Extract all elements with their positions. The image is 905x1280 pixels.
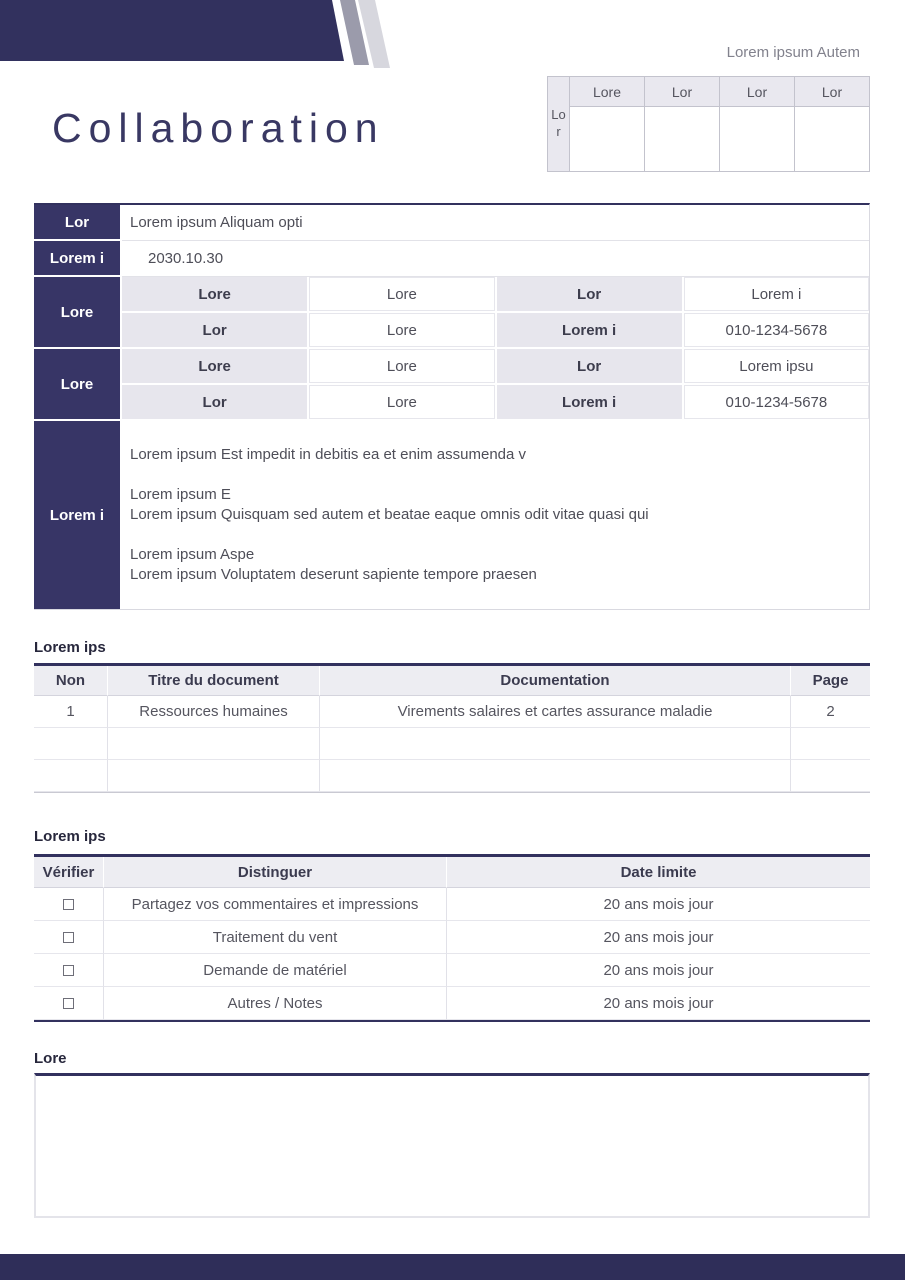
info-group-2 — [34, 349, 869, 421]
doc-row3-page[interactable] — [791, 760, 870, 792]
task-label: Partagez vos commentaires et impressions — [104, 888, 447, 921]
task-label: Demande de matériel — [104, 954, 447, 987]
table-row — [34, 921, 870, 954]
checkbox[interactable] — [63, 965, 74, 976]
approval-table — [547, 76, 870, 172]
checkbox[interactable] — [63, 932, 74, 943]
due-label: 20 ans mois jour — [447, 921, 870, 954]
table-row — [34, 954, 870, 987]
documents-header-row — [34, 666, 870, 696]
due-label: 20 ans mois jour — [447, 888, 870, 921]
g1-val-1: Lore — [309, 277, 494, 311]
info-row-subject — [34, 205, 869, 241]
free-notes-box[interactable] — [34, 1073, 870, 1218]
table-row — [34, 987, 870, 1020]
info-notes-label: Lorem i — [34, 421, 120, 609]
doc-row2-page[interactable] — [791, 728, 870, 760]
info-row-date — [34, 241, 869, 277]
table-row — [34, 888, 870, 921]
g2-phone-1: 010-1234-5678 — [684, 385, 869, 419]
notes-line: Lorem ipsum Quisquam sed autem et beatae eaque omnis odit vitae quasi qui — [130, 506, 649, 523]
doc-row2-documentation[interactable] — [320, 728, 791, 760]
info-value-subject: Lorem ipsum Aliquam opti — [122, 205, 869, 241]
banner-navy-shape — [0, 0, 344, 61]
checklist-header-row — [34, 857, 870, 888]
g1-key-1: Lore — [122, 277, 307, 311]
approval-cell-empty[interactable] — [570, 107, 644, 171]
documents-heading: Lorem ips — [34, 639, 106, 656]
g2-val-2: Lorem ipsu — [684, 349, 869, 383]
approval-cell-empty[interactable] — [794, 107, 869, 171]
info-notes-text — [122, 421, 869, 609]
header-banner — [0, 0, 420, 72]
approval-col-0: Lore — [570, 77, 644, 107]
notes-line: Lorem ipsum Est impedit in debitis ea et enim assumenda v — [130, 446, 527, 463]
notes-line: Lorem ipsum E — [130, 486, 231, 503]
approval-col-1: Lor — [644, 77, 719, 107]
notes-line — [130, 465, 861, 485]
doc-row3-titre[interactable] — [108, 760, 320, 792]
checklist-table — [34, 854, 870, 1022]
notes-line: Lorem ipsum Voluptatem deserunt sapiente tempore praesen — [130, 566, 537, 583]
approval-col-3: Lor — [794, 77, 869, 107]
g2-key-1: Lore — [122, 349, 307, 383]
notes-line: Lorem ipsum Aspe — [130, 546, 255, 563]
g1-phone-1: 010-1234-5678 — [684, 313, 869, 347]
doc-row3-documentation[interactable] — [320, 760, 791, 792]
header-note: Lorem ipsum Autem — [726, 44, 860, 61]
info-table — [34, 203, 870, 610]
g2-key-4: Lorem i — [497, 385, 682, 419]
due-label: 20 ans mois jour — [447, 954, 870, 987]
checkbox[interactable] — [63, 998, 74, 1009]
info-group-1-label: Lore — [34, 277, 120, 349]
due-label: 20 ans mois jour — [447, 987, 870, 1020]
doc-row2-titre[interactable] — [108, 728, 320, 760]
doc-row1-num: 1 — [34, 696, 108, 728]
doc-row1-documentation: Virements salaires et cartes assurance maladie — [320, 696, 791, 728]
notes-line — [130, 525, 861, 545]
info-group-1 — [34, 277, 869, 349]
documents-col-page: Page — [791, 666, 870, 696]
g1-key-4: Lorem i — [497, 313, 682, 347]
g2-key-2: Lor — [497, 349, 682, 383]
documents-table — [34, 663, 870, 793]
approval-col-2: Lor — [719, 77, 794, 107]
documents-col-titre: Titre du document — [108, 666, 320, 696]
approval-cell-empty[interactable] — [644, 107, 719, 171]
doc-row2-num[interactable] — [34, 728, 108, 760]
g1-val-3: Lore — [309, 313, 494, 347]
g2-key-3: Lor — [122, 385, 307, 419]
table-row — [34, 728, 870, 760]
info-label-date: Lorem i — [34, 241, 120, 277]
doc-row1-titre: Ressources humaines — [108, 696, 320, 728]
g2-val-3: Lore — [309, 385, 494, 419]
documents-col-documentation: Documentation — [320, 666, 791, 696]
task-label: Autres / Notes — [104, 987, 447, 1020]
info-value-date: 2030.10.30 — [122, 241, 869, 277]
task-label: Traitement du vent — [104, 921, 447, 954]
approval-stub-label: Lor — [548, 77, 570, 171]
g1-key-3: Lor — [122, 313, 307, 347]
table-row — [34, 760, 870, 792]
g1-key-2: Lor — [497, 277, 682, 311]
g1-val-2: Lorem i — [684, 277, 869, 311]
doc-row3-num[interactable] — [34, 760, 108, 792]
info-label-subject: Lor — [34, 205, 120, 241]
page-title: Collaboration — [52, 105, 385, 151]
checklist-col-date-limite: Date limite — [447, 857, 870, 888]
doc-row1-page: 2 — [791, 696, 870, 728]
checklist-heading: Lorem ips — [34, 828, 106, 845]
free-notes-heading: Lore — [34, 1050, 67, 1067]
table-row — [34, 696, 870, 728]
documents-col-non: Non — [34, 666, 108, 696]
checklist-col-distinguer: Distinguer — [104, 857, 447, 888]
info-group-2-label: Lore — [34, 349, 120, 421]
footer-bar — [0, 1254, 905, 1280]
checklist-col-verifier: Vérifier — [34, 857, 104, 888]
g2-val-1: Lore — [309, 349, 494, 383]
approval-cell-empty[interactable] — [719, 107, 794, 171]
info-notes-row — [34, 421, 869, 609]
checkbox[interactable] — [63, 899, 74, 910]
